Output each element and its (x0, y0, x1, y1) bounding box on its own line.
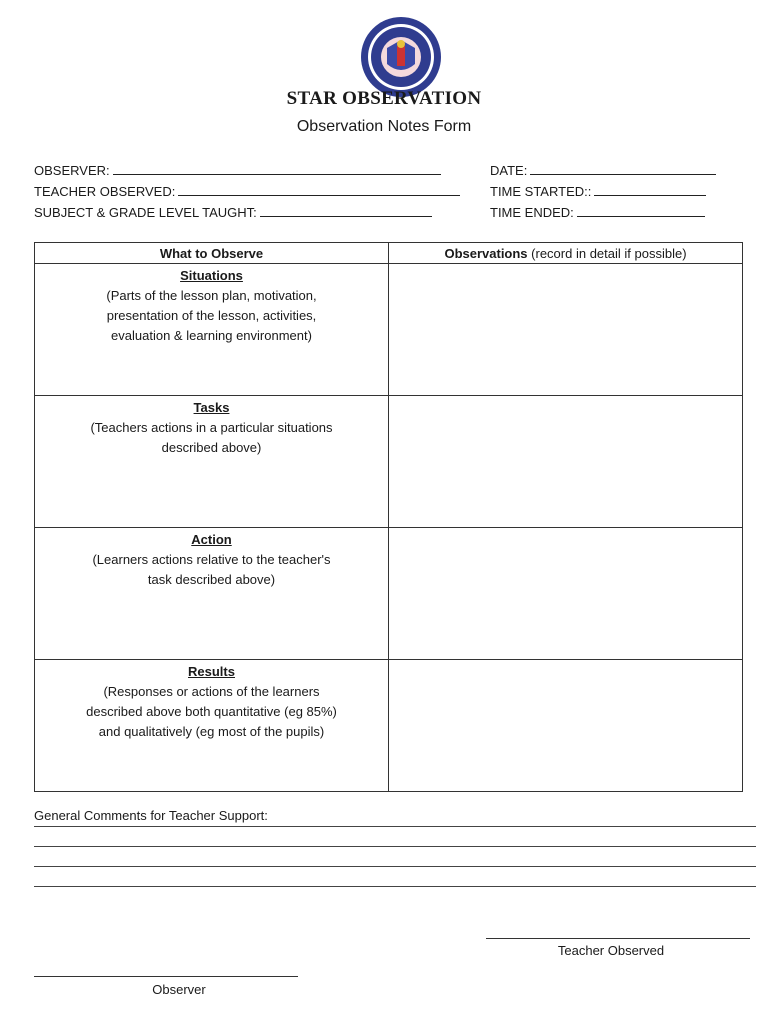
time-ended-field[interactable] (490, 205, 705, 220)
time-started-underline[interactable] (594, 184, 706, 196)
teacher-observed-field[interactable] (34, 184, 460, 199)
time-ended-label: TIME ENDED: (490, 205, 574, 220)
row-line: described above) (161, 440, 262, 455)
teacher-observed-underline[interactable] (178, 184, 460, 196)
row-line: (Responses or actions of the learners (103, 684, 320, 699)
subject-grade-underline[interactable] (260, 205, 432, 217)
teacher-observed-label: TEACHER OBSERVED: (34, 184, 176, 199)
row-line: and qualitatively (eg most of the pupils) (98, 724, 325, 739)
observer-field[interactable] (34, 163, 441, 178)
observation-input-cell[interactable] (389, 264, 743, 396)
row-title: Tasks (193, 400, 230, 415)
comment-line[interactable] (34, 886, 756, 887)
table-header-row (35, 243, 743, 264)
observation-input-cell[interactable] (389, 528, 743, 660)
row-line: (Teachers actions in a particular situations (90, 420, 333, 435)
observer-signature-line[interactable] (34, 976, 298, 977)
row-title: Situations (180, 268, 243, 283)
observations-header: Observations (record in detail if possible) (389, 243, 743, 264)
subject-grade-field[interactable] (34, 205, 432, 220)
row-line: (Parts of the lesson plan, motivation, (106, 288, 317, 303)
criteria-cell (35, 528, 389, 660)
row-title: Results (188, 664, 235, 679)
subject-grade-label: SUBJECT & GRADE LEVEL TAUGHT: (34, 205, 257, 220)
what-to-observe-header: What to Observe (35, 243, 389, 264)
row-line: described above both quantitative (eg 85%) (86, 704, 337, 719)
observer-underline[interactable] (113, 163, 441, 175)
date-label: DATE: (490, 163, 528, 178)
deped-seal-icon (360, 16, 442, 98)
observer-label: OBSERVER: (34, 163, 110, 178)
criteria-cell (35, 264, 389, 396)
form-title: STAR OBSERVATION (286, 88, 482, 109)
date-field[interactable] (490, 163, 716, 178)
observation-input-cell[interactable] (389, 660, 743, 792)
time-ended-underline[interactable] (577, 205, 705, 217)
comment-line[interactable] (34, 826, 756, 827)
form-subtitle: Observation Notes Form (296, 118, 472, 135)
observation-table (34, 242, 743, 792)
observation-input-cell[interactable] (389, 396, 743, 528)
criteria-cell (35, 396, 389, 528)
teacher-observed-label: Teacher Observed (557, 943, 665, 958)
general-comments-label: General Comments for Teacher Support: (34, 808, 268, 823)
comment-line[interactable] (34, 866, 756, 867)
row-title: Action (191, 532, 232, 547)
date-underline[interactable] (530, 163, 716, 175)
row-line: task described above) (147, 572, 276, 587)
row-line: evaluation & learning environment) (111, 328, 312, 343)
row-line: presentation of the lesson, activities, (106, 308, 317, 323)
table-row (35, 264, 743, 396)
table-row (35, 528, 743, 660)
row-line: (Learners actions relative to the teacher's (92, 552, 331, 567)
time-started-label: TIME STARTED:: (490, 184, 592, 199)
comment-line[interactable] (34, 846, 756, 847)
table-row (35, 660, 743, 792)
table-row (35, 396, 743, 528)
time-started-field[interactable] (490, 184, 706, 199)
teacher-signature-line[interactable] (486, 938, 750, 939)
criteria-cell (35, 660, 389, 792)
observer-signature-label: Observer (152, 982, 206, 997)
